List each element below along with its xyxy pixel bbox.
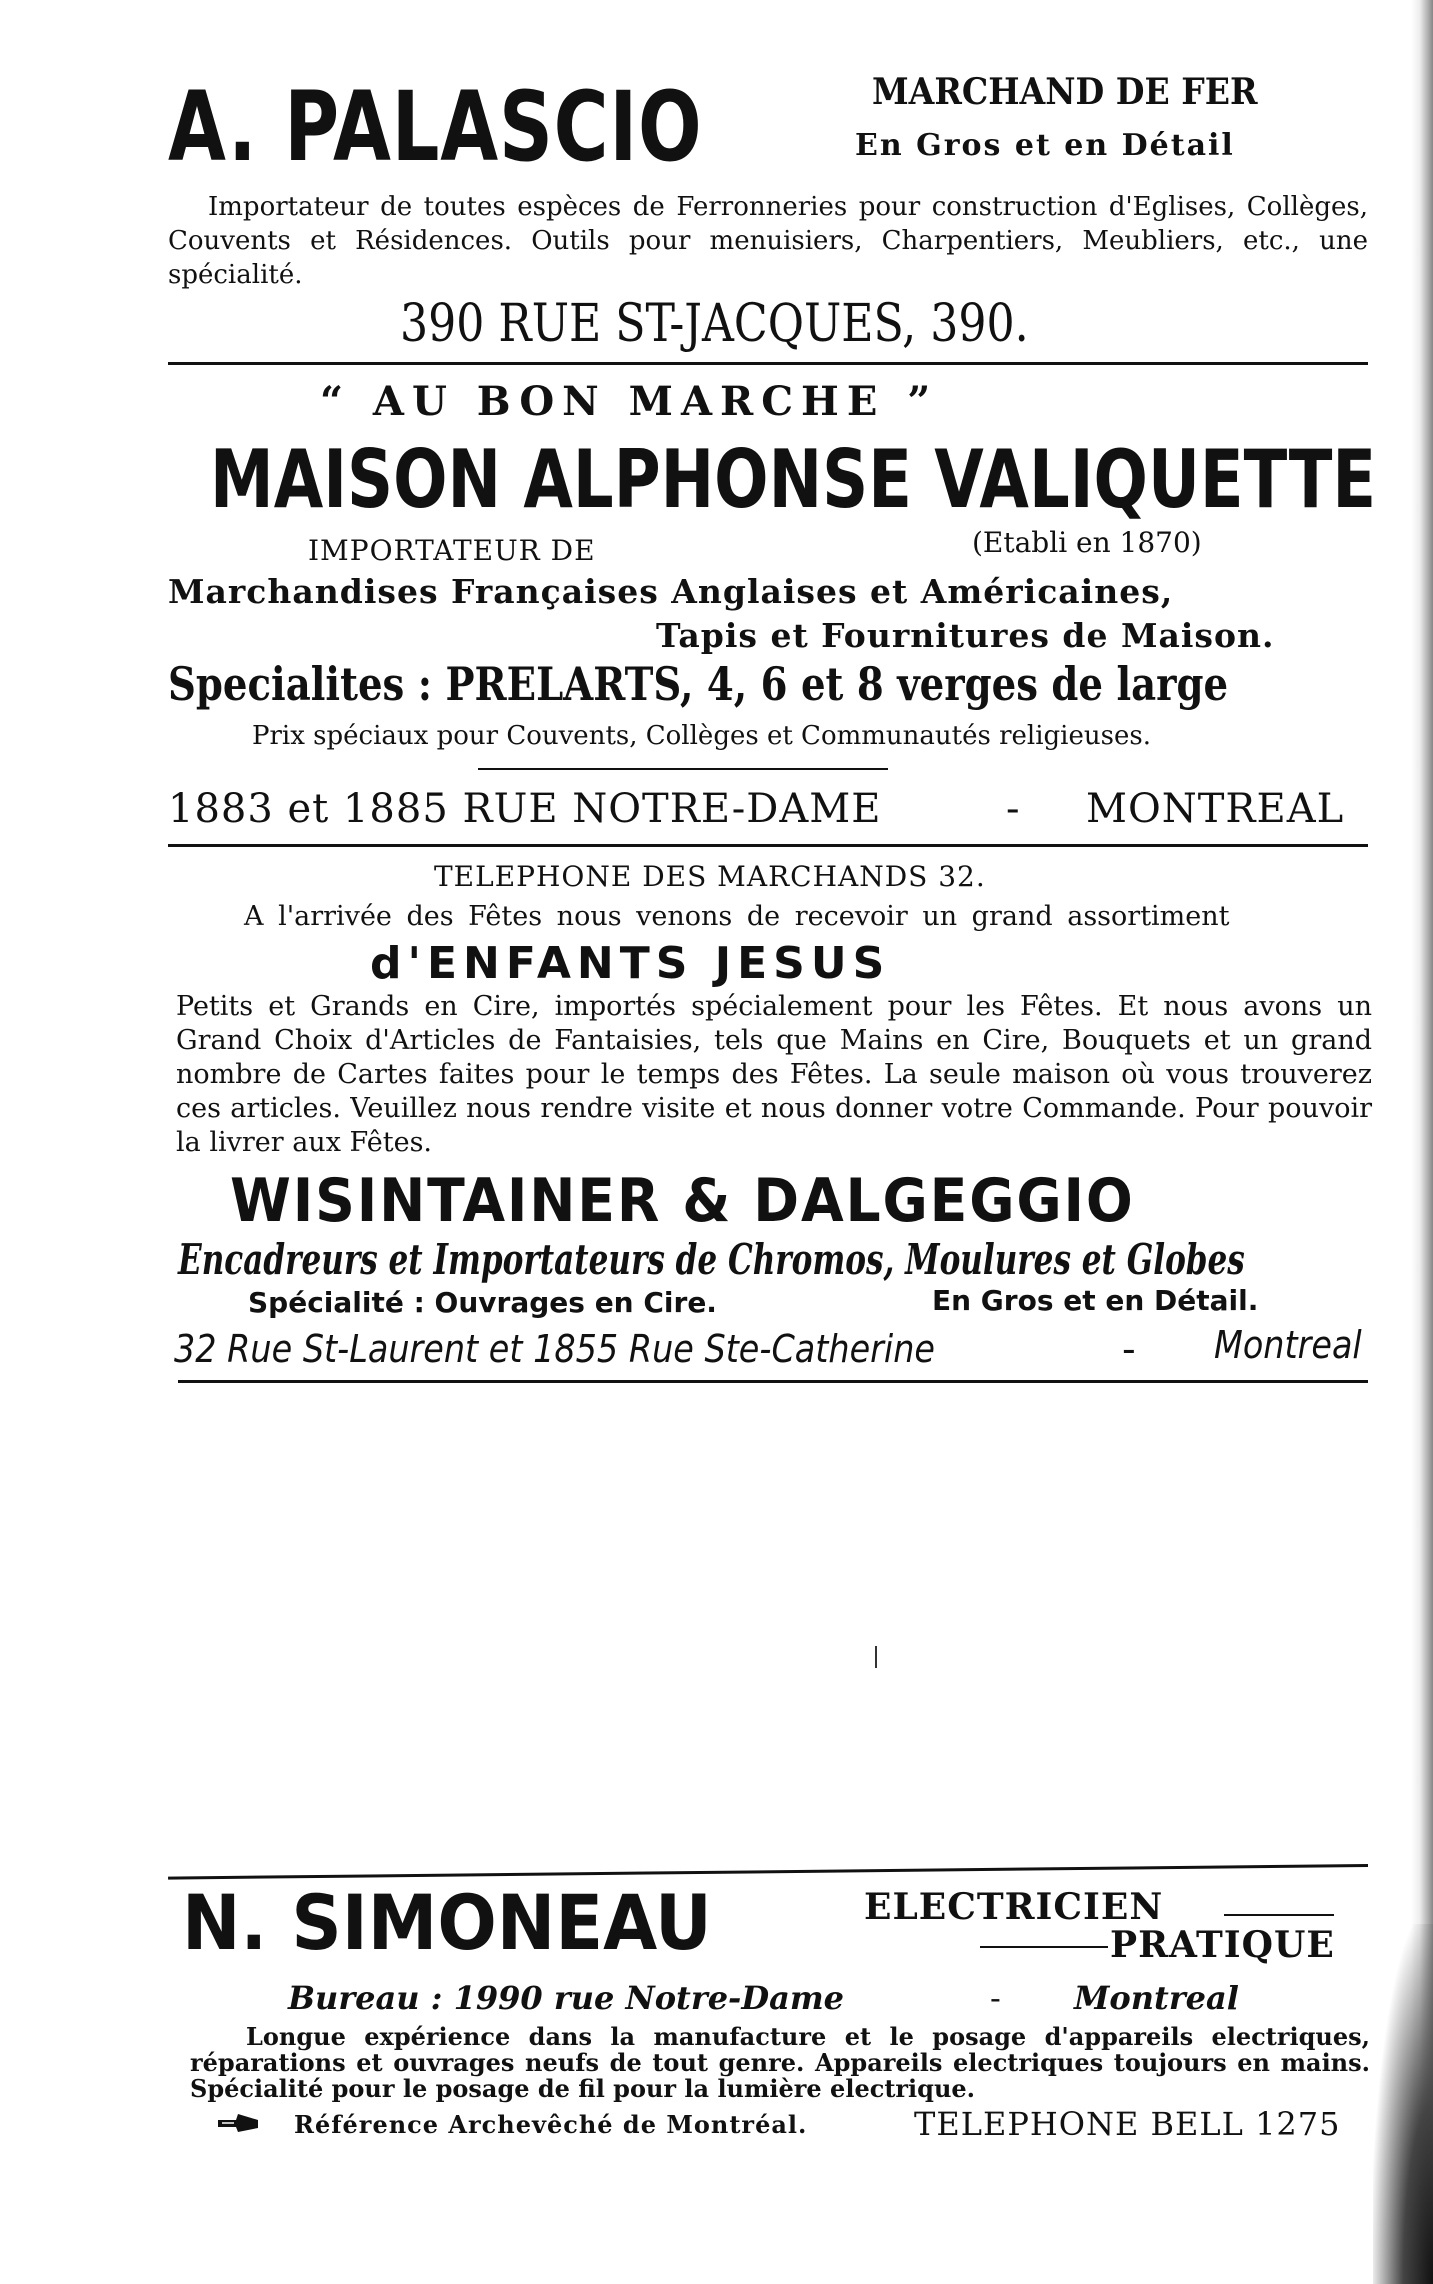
- simoneau-name: N. SIMONEAU: [182, 1878, 712, 1967]
- simoneau-office-dash: -: [990, 1979, 1001, 2017]
- wisintainer-name: WISINTAINER & DALGEGGIO: [230, 1166, 1135, 1236]
- valiquette-goods-line1: Marchandises Françaises Anglaises et Américaines,: [168, 572, 1174, 611]
- telephone-line: TELEPHONE DES MARCHANDS 32.: [434, 860, 986, 893]
- valiquette-address-city: MONTREAL: [1086, 786, 1345, 832]
- valiquette-prices: Prix spéciaux pour Couvents, Collèges et Communautés religieuses.: [252, 721, 1151, 751]
- wisintainer-address-dash: -: [1122, 1327, 1136, 1371]
- divider: [1224, 1914, 1334, 1916]
- wisintainer-body: Petits et Grands en Cire, importés spécialement pour les Fêtes. Et nous avons un Grand Choix d'Articles de Fantaisies, tels que Mains en Cire, Bouquets et un grand nombre de Cartes faites pour le temps des Fêtes. La seule maison où vous trouverez ces articles. Veuillez nous rendre visite et nous donner votre Commande. Pour pouvoir la livrer aux Fêtes.: [176, 991, 1372, 1158]
- simoneau-office-city: Montreal: [1074, 1979, 1239, 2017]
- valiquette-established: (Etabli en 1870): [972, 526, 1202, 559]
- page-corner-shadow: [1373, 1924, 1433, 2284]
- pointing-hand-icon: [216, 2110, 260, 2140]
- wisintainer-wholesale: En Gros et en Détail.: [932, 1284, 1259, 1317]
- simoneau-trade-line2: PRATIQUE: [1110, 1924, 1335, 1966]
- simoneau-trade-line1: ELECTRICIEN: [864, 1886, 1164, 1928]
- valiquette-specialties: Specialites : PRELARTS, 4, 6 et 8 verges de large: [168, 657, 1229, 711]
- palascio-wholesale: En Gros et en Détail: [855, 128, 1235, 163]
- divider: [178, 1380, 1368, 1383]
- wisintainer-trade: Encadreurs et Importateurs de Chromos, Moulures et Globes: [178, 1235, 1245, 1284]
- palascio-address: 390 RUE ST-JACQUES, 390.: [400, 294, 1029, 354]
- simoneau-telephone: TELEPHONE BELL 1275: [914, 2105, 1341, 2143]
- wisintainer-specialty: Spécialité : Ouvrages en Cire.: [248, 1286, 717, 1319]
- divider: [168, 362, 1368, 365]
- valiquette-slogan: “ AU BON MARCHE ”: [320, 378, 939, 425]
- wisintainer-headline: d'ENFANTS JESUS: [370, 938, 891, 989]
- simoneau-body: Longue expérience dans la manufacture et le posage d'appareils electriques, réparations et ouvrages neufs de tout genre. Appareils electriques toujours en mains. Spécialité pour le posage de fil pour la lumière electrique.: [190, 2022, 1370, 2103]
- divider: [168, 844, 1368, 847]
- divider: [478, 768, 888, 770]
- simoneau-office: Bureau : 1990 rue Notre-Dame: [288, 1979, 845, 2017]
- wisintainer-address-city: Montreal: [1214, 1323, 1362, 1367]
- valiquette-address-dash: -: [1006, 786, 1020, 832]
- page-speck: [875, 1646, 877, 1668]
- valiquette-address-street: 1883 et 1885 RUE NOTRE-DAME: [168, 786, 882, 832]
- wisintainer-address-street: 32 Rue St-Laurent et 1855 Rue Ste-Catherine: [174, 1327, 935, 1371]
- simoneau-reference: Référence Archevêché de Montréal.: [294, 2110, 808, 2139]
- valiquette-importer: IMPORTATEUR DE: [308, 534, 596, 567]
- valiquette-name: MAISON ALPHONSE VALIQUETTE: [210, 433, 1377, 526]
- valiquette-goods-line2: Tapis et Fournitures de Maison.: [656, 616, 1275, 655]
- palascio-trade: MARCHAND DE FER: [872, 71, 1258, 113]
- divider: [980, 1946, 1108, 1948]
- palascio-name: A. PALASCIO: [168, 71, 703, 183]
- palascio-description: Importateur de toutes espèces de Ferronneries pour construction d'Eglises, Collèges, Couvents et Résidences. Outils pour menuisiers, Charpentiers, Meubliers, etc., une spécialité.: [168, 192, 1368, 290]
- wisintainer-intro: A l'arrivée des Fêtes nous venons de recevoir un grand assortiment: [244, 901, 1230, 932]
